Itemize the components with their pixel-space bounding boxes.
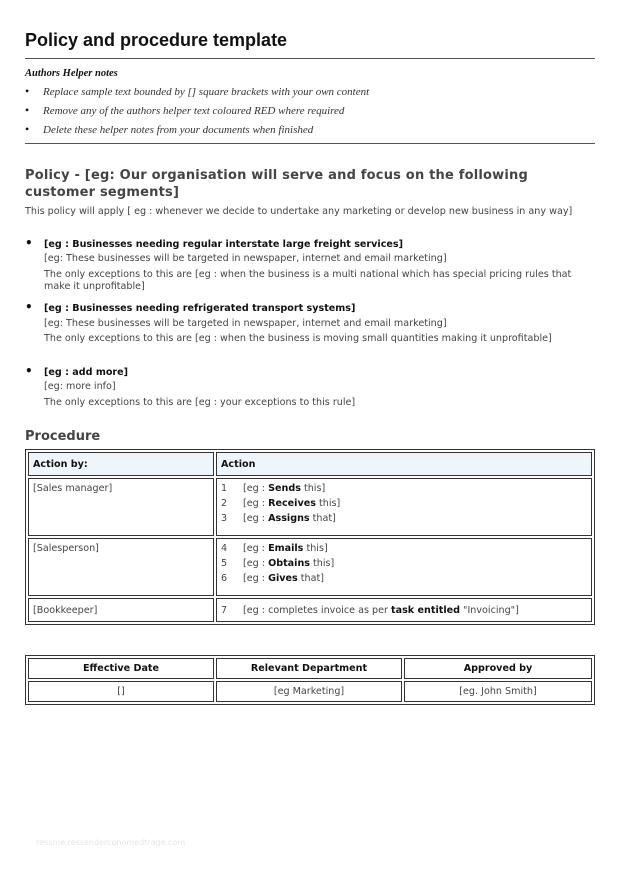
step-text: [eg : Emails this] [243,543,328,554]
table-row [28,598,592,622]
action-by-cell: [Salesperson] [28,538,214,596]
policy-item-detail: [eg: These businesses will be targeted in newspaper, internet and email marketing] [44,253,447,264]
divider [25,143,595,144]
step-number: 1 [221,483,228,494]
policy-item-title: • [eg : Businesses needing regular interstate large freight services] [25,236,403,250]
policy-item-exceptions: The only exceptions to this are [eg : your exceptions to this rule] [44,397,356,408]
table-row [28,681,592,702]
table-row [28,478,592,536]
step-number: 7 [221,604,228,616]
policy-item-exceptions: The only exceptions to this are [eg : when the business is a multi national which has special pricing rules that make it unprofitable] [44,269,572,292]
bullet-icon: • [25,364,33,378]
table-row [28,538,592,596]
policy-intro: This policy will apply [ eg : whenever we decide to undertake any marketing or develop new business in any way] [25,206,573,217]
step-number: 4 [221,543,228,554]
action-cell [216,598,592,622]
step-text: [eg : Receives this] [243,498,341,509]
helper-note: • Replace sample text bounded by [] square brackets with your own content [25,84,370,98]
step-text: [eg : Assigns that] [243,513,336,524]
step-text: [eg : Gives that] [243,573,324,584]
column-header: Effective Date [28,658,214,679]
table-header-row [28,452,592,476]
approval-table [25,655,595,705]
step-text: [eg : Obtains this] [243,558,335,569]
procedure-heading: Procedure [25,429,101,444]
step-text: [eg : completes invoice as per task entitled "Invoicing"] [243,604,519,616]
divider [25,58,595,59]
page-title: Policy and procedure template [25,30,288,50]
column-header: Relevant Department [216,658,402,679]
step-number: 3 [221,513,228,524]
helper-notes-heading: Authors Helper notes [25,68,118,79]
action-by-cell: [Sales manager] [28,478,214,536]
approved-by-cell: [eg. John Smith] [404,681,592,702]
bullet-icon: • [25,103,30,117]
table-header-row [28,658,592,679]
procedure-table [25,449,595,625]
bullet-icon: • [25,122,30,136]
bullet-icon: • [25,236,33,250]
step-number: 5 [221,558,228,569]
policy-item-exceptions: The only exceptions to this are [eg : when the business is moving small quantities making it unprofitable] [44,333,552,344]
step-number: 6 [221,573,228,584]
effective-date-cell: [] [28,681,214,702]
action-cell [216,538,592,596]
action-by-cell: [Bookkeeper] [28,598,214,622]
column-header: Approved by [404,658,592,679]
department-cell: [eg Marketing] [216,681,402,702]
policy-item-title: • [eg : add more] [25,364,129,378]
policy-item-detail: [eg: These businesses will be targeted in newspaper, internet and email marketing] [44,318,447,329]
watermark: ressme.ressenderconomedtrage.com [36,838,186,847]
bullet-icon: • [25,300,33,314]
policy-heading: Policy - [eg: Our organisation will serve and focus on the following customer segments] [25,168,528,200]
column-header: Action [216,452,592,476]
column-header: Action by: [28,452,214,476]
action-cell [216,478,592,536]
step-text: [eg : Sends this] [243,483,326,494]
policy-item-title: • [eg : Businesses needing refrigerated transport systems] [25,300,356,314]
step-number: 2 [221,498,228,509]
helper-note: • Delete these helper notes from your documents when finished [25,122,314,136]
policy-item-detail: [eg: more info] [44,381,116,392]
bullet-icon: • [25,84,30,98]
helper-note: • Remove any of the authors helper text coloured RED where required [25,103,345,117]
